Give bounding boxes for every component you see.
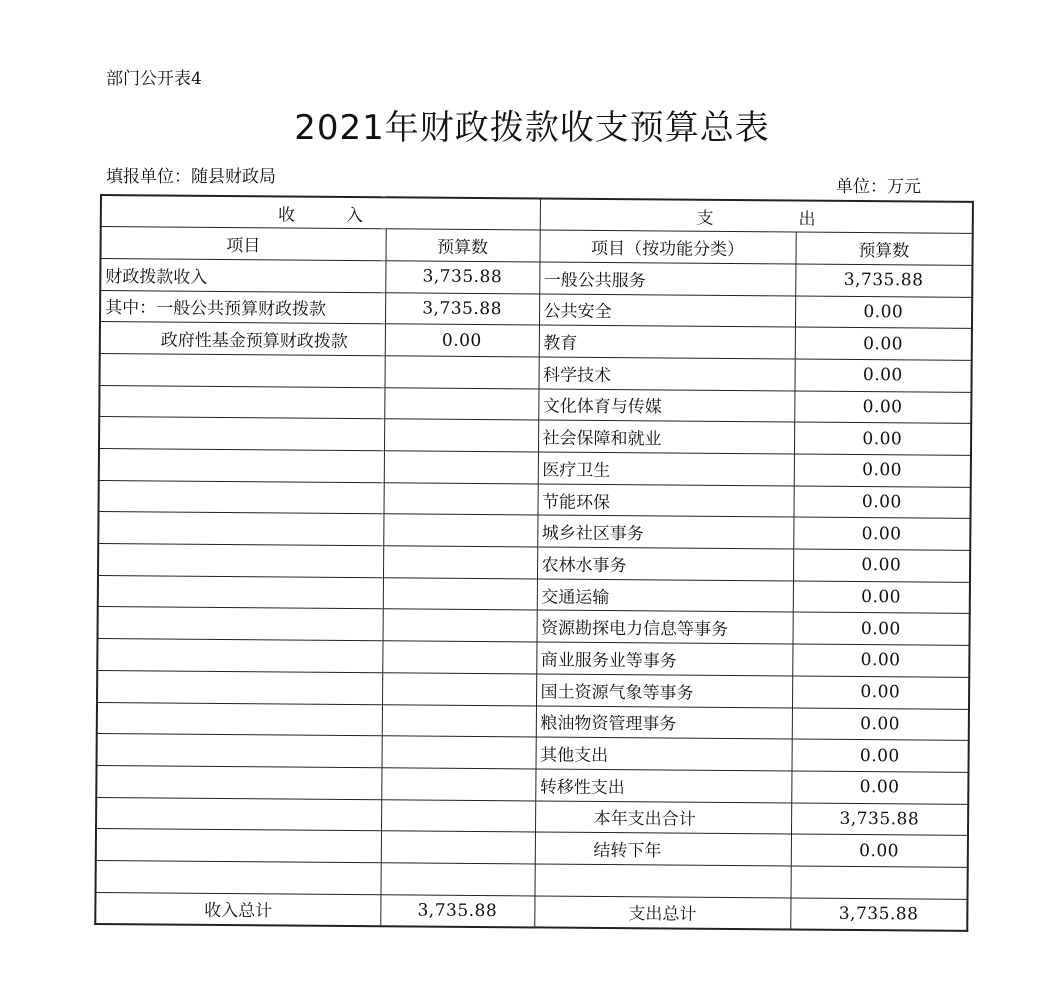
filling-unit: 填报单位：随县财政局 xyxy=(106,167,276,187)
expense-item-cell: 其他支出 xyxy=(535,737,791,771)
expense-item-cell: 文化体育与传媒 xyxy=(538,389,794,423)
expense-item-cell: 结转下年 xyxy=(535,832,791,866)
expense-item-cell: 一般公共服务 xyxy=(539,262,795,296)
expense-amount-cell: 0.00 xyxy=(791,834,968,867)
expense-item-cell: 商业服务业等事务 xyxy=(536,642,792,676)
income-amount-cell xyxy=(382,609,536,642)
expense-amount-cell: 0.00 xyxy=(795,327,972,360)
expense-amount-cell: 0.00 xyxy=(792,644,969,677)
income-amount-cell xyxy=(381,831,535,864)
expense-item-cell: 教育 xyxy=(539,325,795,359)
expense-item-header: 项目（按功能分类） xyxy=(539,230,795,264)
income-item-cell xyxy=(98,607,383,641)
income-amount-cell xyxy=(384,451,538,484)
expense-amount-cell: 0.00 xyxy=(792,707,969,740)
expense-amount-cell: 0.00 xyxy=(792,676,969,709)
expense-total-amount: 3,735.88 xyxy=(790,898,967,931)
income-item-cell xyxy=(99,353,384,387)
expense-amount-cell: 0.00 xyxy=(793,517,970,550)
income-amount-cell xyxy=(381,863,535,896)
income-item-cell xyxy=(98,575,383,609)
income-amount-cell xyxy=(383,482,537,515)
income-item-cell xyxy=(99,417,384,451)
income-item-cell: 其中：一般公共预算财政拨款 xyxy=(100,290,385,324)
income-amount-cell: 0.00 xyxy=(385,324,539,357)
income-item-cell xyxy=(96,860,381,894)
income-amount-cell xyxy=(381,768,535,801)
income-amount-cell xyxy=(384,387,538,420)
expense-item-cell: 社会保障和就业 xyxy=(538,420,794,454)
expense-amount-cell: 0.00 xyxy=(795,296,972,329)
income-amount-cell xyxy=(383,514,537,547)
expense-amount-cell: 0.00 xyxy=(793,549,970,582)
expense-amount-cell: 3,735.88 xyxy=(795,264,972,297)
expense-item-cell: 转移性支出 xyxy=(535,769,791,803)
income-item-cell xyxy=(98,512,383,546)
expense-amount-cell: 0.00 xyxy=(792,612,969,645)
expense-item-cell: 科学技术 xyxy=(538,357,794,391)
income-item-cell xyxy=(97,702,382,736)
totals-row xyxy=(95,892,967,931)
expense-total-label: 支出总计 xyxy=(534,896,790,930)
income-amount-cell xyxy=(384,356,538,389)
income-amount-cell xyxy=(382,673,536,706)
income-amount-cell xyxy=(381,799,535,832)
expense-item-cell: 节能环保 xyxy=(537,484,793,518)
income-total-label: 收入总计 xyxy=(95,892,380,926)
income-item-cell xyxy=(96,829,381,863)
income-item-cell xyxy=(97,639,382,673)
income-item-cell xyxy=(96,797,381,831)
expense-item-cell: 交通运输 xyxy=(537,579,793,613)
page-title: 2021年财政拨款收支预算总表 xyxy=(294,108,770,148)
income-amount-cell xyxy=(383,577,537,610)
expense-item-cell xyxy=(535,864,791,898)
expense-item-cell: 资源勘探电力信息等事务 xyxy=(536,610,792,644)
expense-amount-cell: 0.00 xyxy=(794,391,971,424)
expense-amount-cell: 0.00 xyxy=(793,486,970,519)
expense-amount-cell: 0.00 xyxy=(794,359,971,392)
expense-section-header: 支 出 xyxy=(540,198,973,233)
expense-amount-header: 预算数 xyxy=(795,232,972,265)
expense-amount-cell: 0.00 xyxy=(791,739,968,772)
income-amount-cell xyxy=(382,736,536,769)
income-section-header: 收 入 xyxy=(101,195,540,230)
expense-amount-cell: 3,735.88 xyxy=(791,803,968,836)
income-total-amount: 3,735.88 xyxy=(380,894,534,927)
income-amount-cell xyxy=(382,641,536,674)
income-item-cell xyxy=(97,734,382,768)
income-item-cell xyxy=(97,670,382,704)
income-amount-cell xyxy=(384,419,538,452)
income-item-cell xyxy=(96,765,381,799)
expense-item-cell: 城乡社区事务 xyxy=(537,515,793,549)
expense-item-cell: 农林水事务 xyxy=(537,547,793,581)
income-item-cell xyxy=(99,385,384,419)
expense-amount-cell: 0.00 xyxy=(791,771,968,804)
expense-amount-cell: 0.00 xyxy=(794,454,971,487)
expense-item-cell: 医疗卫生 xyxy=(538,452,794,486)
income-item-cell xyxy=(98,544,383,578)
income-amount-header: 预算数 xyxy=(385,229,539,262)
expense-item-cell: 公共安全 xyxy=(539,294,795,328)
income-item-cell xyxy=(99,480,384,514)
income-amount-cell xyxy=(382,704,536,737)
currency-unit: 单位：万元 xyxy=(836,177,921,197)
income-amount-cell: 3,735.88 xyxy=(385,292,539,325)
income-amount-cell: 3,735.88 xyxy=(385,261,539,294)
expense-item-cell: 国土资源气象等事务 xyxy=(536,674,792,708)
expense-item-cell: 本年支出合计 xyxy=(535,800,791,834)
income-amount-cell xyxy=(383,546,537,579)
expense-amount-cell: 0.00 xyxy=(794,422,971,455)
income-item-cell xyxy=(99,449,384,483)
document-label: 部门公开表4 xyxy=(106,69,202,89)
expense-amount-cell: 0.00 xyxy=(793,581,970,614)
income-item-cell: 财政拨款收入 xyxy=(100,258,385,292)
expense-item-cell: 粮油物资管理事务 xyxy=(536,705,792,739)
budget-table xyxy=(94,194,974,932)
expense-amount-cell xyxy=(790,866,967,899)
income-item-header: 项目 xyxy=(100,227,385,261)
income-item-cell: 政府性基金预算财政拨款 xyxy=(100,322,385,356)
